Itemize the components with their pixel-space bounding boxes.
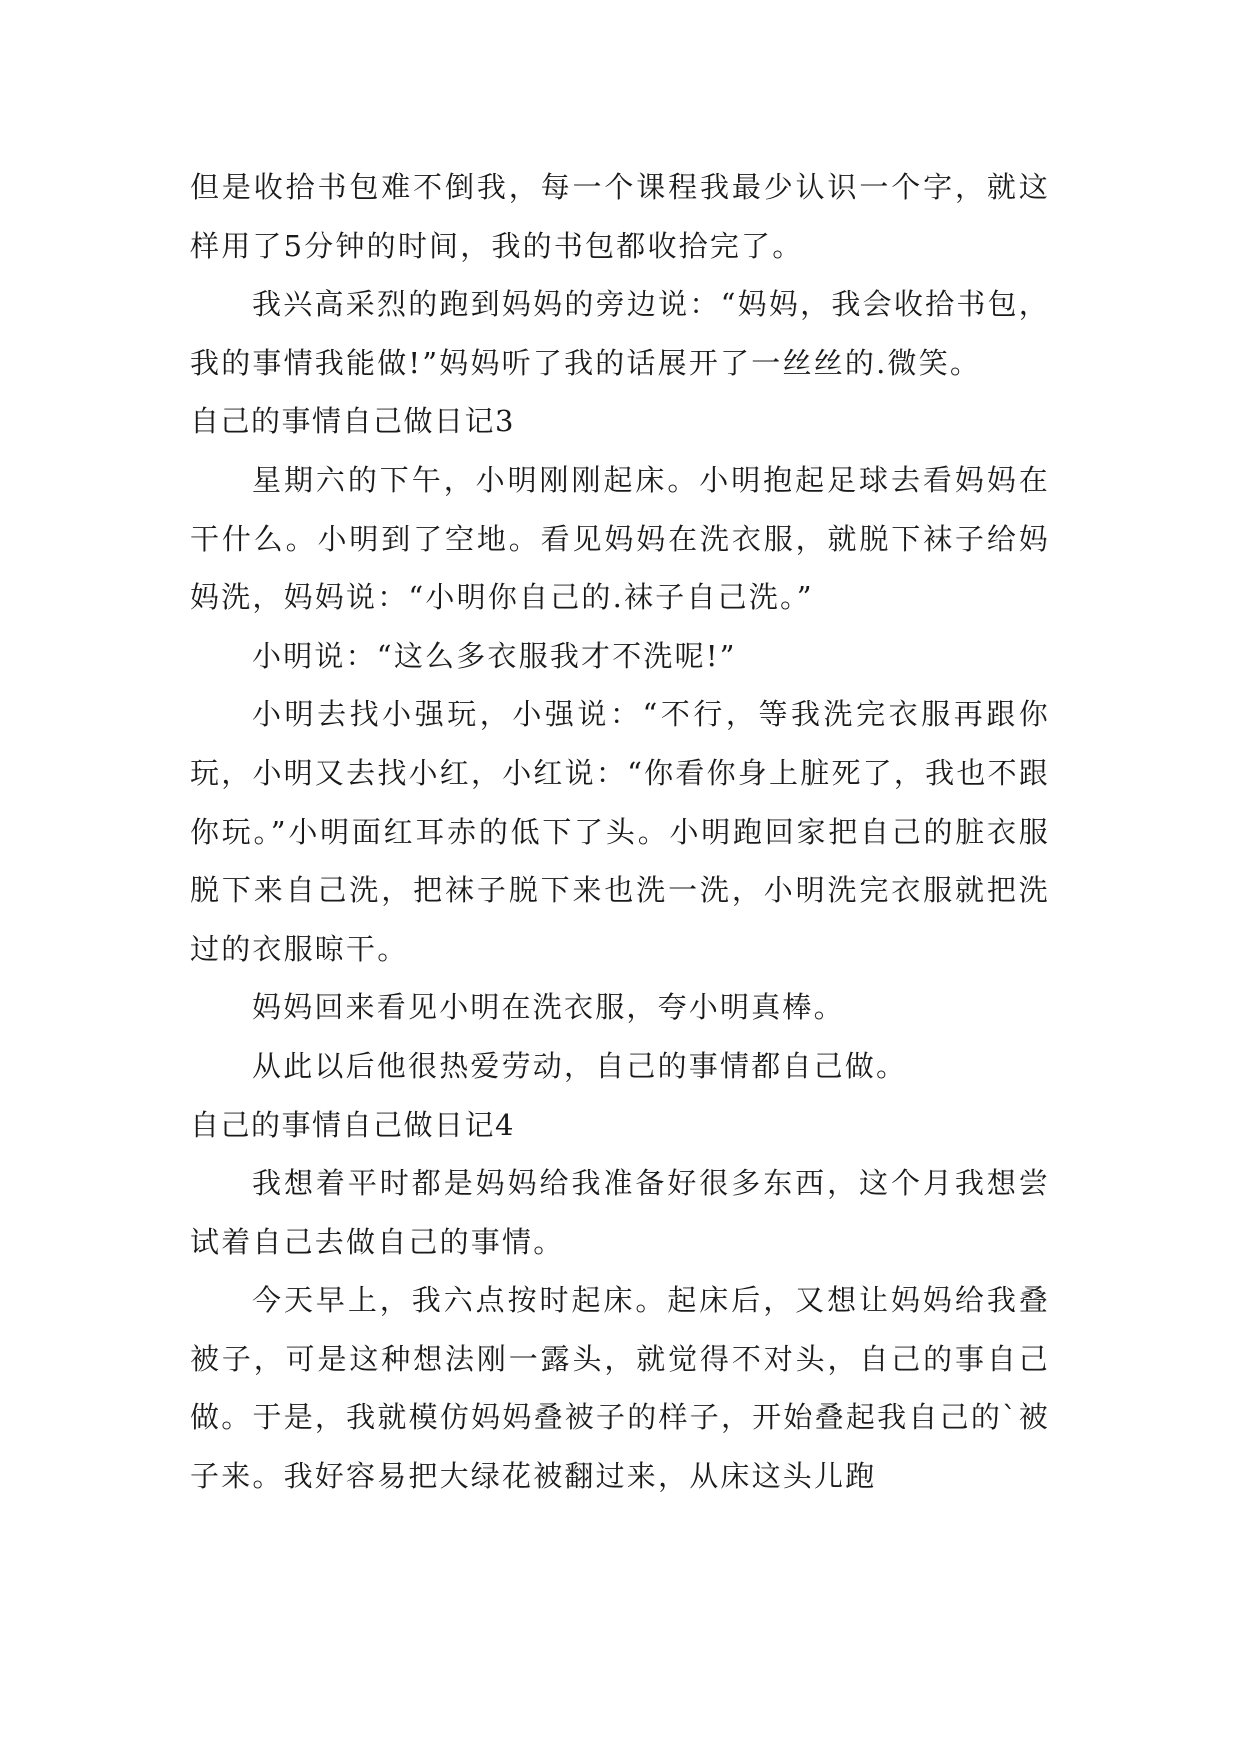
paragraph-5: 小明去找小强玩，小强说：“不行，等我洗完衣服再跟你玩，小明又去找小红，小红说：“你看你身上脏死了，我也不跟你玩。”小明面红耳赤的低下了头。小明跑回家把自己的脏衣服脱下来自己洗，把袜子脱下来也洗一洗，小明洗完衣服就把洗过的衣服晾干。 (190, 697, 1050, 966)
paragraph-4: 小明说：“这么多衣服我才不洗呢!” (252, 638, 737, 673)
paragraph-7: 从此以后他很热爱劳动，自己的事情都自己做。 (252, 1048, 908, 1083)
document-body (190, 158, 1050, 1506)
paragraph-3: 星期六的下午，小明刚刚起床。小明抱起足球去看妈妈在干什么。小明到了空地。看见妈妈在洗衣服，就脱下袜子给妈妈洗，妈妈说：“小明你自己的.袜子自己洗。” (190, 462, 1050, 615)
paragraph-1: 但是收拾书包难不倒我，每一个课程我最少认识一个字，就这样用了5分钟的时间，我的书包都收拾完了。 (190, 170, 1050, 263)
paragraph-9: 今天早上，我六点按时起床。起床后，又想让妈妈给我叠被子，可是这种想法刚一露头，就觉得不对头，自己的事自己做。于是，我就模仿妈妈叠被子的样子，开始叠起我自己的`被子来。我好容易把大绿花被翻过来，从床这头儿跑 (190, 1283, 1050, 1494)
section-heading-3: 自己的事情自己做日记3 (190, 404, 515, 439)
paragraph-6: 妈妈回来看见小明在洗衣服，夸小明真棒。 (252, 990, 845, 1025)
paragraph-8: 我想着平时都是妈妈给我准备好很多东西，这个月我想尝试着自己去做自己的事情。 (190, 1166, 1050, 1259)
paragraph-2: 我兴高采烈的跑到妈妈的旁边说：“妈妈，我会收拾书包，我的事情我能做!”妈妈听了我的话展开了一丝丝的.微笑。 (190, 287, 1050, 380)
section-heading-4: 自己的事情自己做日记4 (190, 1107, 515, 1142)
